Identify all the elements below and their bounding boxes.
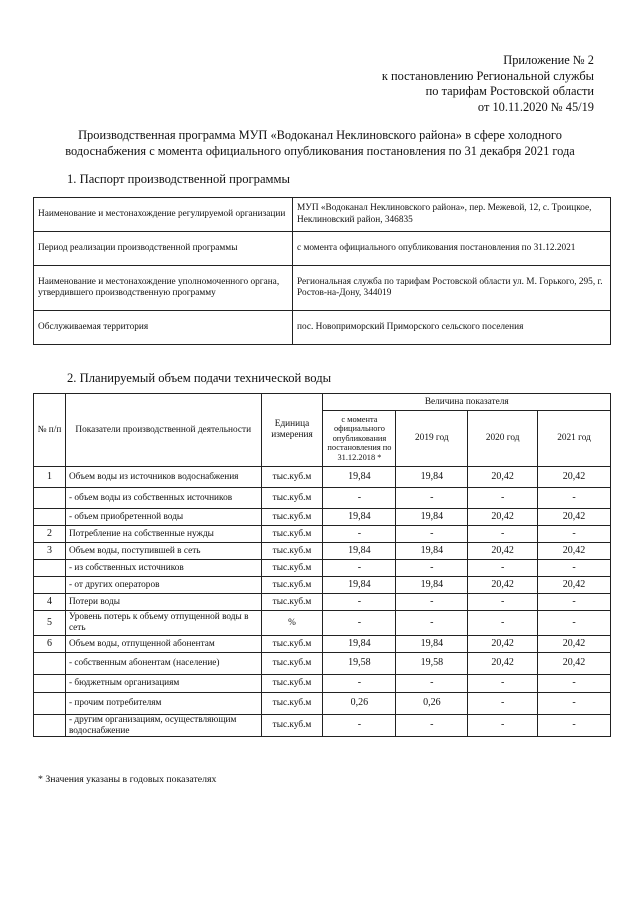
row-number: 6: [34, 636, 66, 653]
row-number: 5: [34, 611, 66, 636]
row-value-2021: 20,42: [538, 577, 611, 594]
row-unit: тыс.куб.м: [261, 560, 323, 577]
row-value-2021: -: [538, 560, 611, 577]
row-value-2019: -: [396, 675, 468, 693]
plan-body: [34, 467, 611, 737]
passport-value: с момента официального опубликования постановления по 31.12.2021: [293, 232, 611, 266]
document-title: [30, 128, 610, 159]
row-value-2020: 20,42: [468, 509, 538, 526]
header-col-initial-period: с момента официального опубликования постановления по 31.12.2018 *: [323, 411, 396, 467]
table-row: [34, 611, 611, 636]
passport-row: [34, 311, 611, 345]
row-indicator: - другим организациям, осуществляющим водоснабжение: [65, 715, 261, 737]
row-number: [34, 693, 66, 715]
row-value-initial-period: -: [323, 594, 396, 611]
row-number: [34, 560, 66, 577]
table-row: [34, 509, 611, 526]
row-value-2019: -: [396, 560, 468, 577]
appendix-reference: [294, 53, 594, 115]
row-value-initial-period: -: [323, 675, 396, 693]
row-value-2020: -: [468, 526, 538, 543]
row-unit: тыс.куб.м: [261, 577, 323, 594]
row-unit: тыс.куб.м: [261, 526, 323, 543]
row-value-2020: -: [468, 560, 538, 577]
table-row: [34, 594, 611, 611]
passport-label: Наименование и местонахождение регулируемой организации: [34, 198, 293, 232]
row-value-2021: 20,42: [538, 467, 611, 488]
table-row: [34, 715, 611, 737]
header-indicator: Показатели производственной деятельности: [65, 394, 261, 467]
row-unit: тыс.куб.м: [261, 594, 323, 611]
row-unit: тыс.куб.м: [261, 715, 323, 737]
row-value-2021: -: [538, 526, 611, 543]
passport-row: [34, 266, 611, 311]
row-indicator: Объем воды, отпущенной абонентам: [65, 636, 261, 653]
row-number: [34, 577, 66, 594]
row-value-2020: -: [468, 693, 538, 715]
row-indicator: Потребление на собственные нужды: [65, 526, 261, 543]
table-row: [34, 526, 611, 543]
table-row: [34, 560, 611, 577]
row-value-2019: 19,84: [396, 636, 468, 653]
row-unit: тыс.куб.м: [261, 653, 323, 675]
table-row: [34, 488, 611, 509]
row-value-2019: 19,84: [396, 543, 468, 560]
row-value-2021: 20,42: [538, 653, 611, 675]
row-value-initial-period: 19,84: [323, 543, 396, 560]
document-title-line-1: Производственная программа МУП «Водоканал Неклиновского района» в сфере холодного: [78, 128, 562, 142]
header-col-2020: 2020 год: [468, 411, 538, 467]
row-unit: %: [261, 611, 323, 636]
table-row: [34, 636, 611, 653]
row-value-initial-period: 0,26: [323, 693, 396, 715]
row-value-2021: 20,42: [538, 509, 611, 526]
header-value-group: Величина показателя: [323, 394, 611, 411]
row-value-2019: -: [396, 594, 468, 611]
row-indicator: - объем приобретенной воды: [65, 509, 261, 526]
row-indicator: - из собственных источников: [65, 560, 261, 577]
passport-row: [34, 198, 611, 232]
header-unit: Единица измерения: [261, 394, 323, 467]
row-value-2021: -: [538, 675, 611, 693]
row-value-2020: 20,42: [468, 636, 538, 653]
row-number: [34, 715, 66, 737]
footnote: * Значения указаны в годовых показателях: [38, 774, 217, 785]
appendix-date-line: от 10.11.2020 № 45/19: [477, 99, 594, 114]
row-value-initial-period: -: [323, 715, 396, 737]
passport-label: Обслуживаемая территория: [34, 311, 293, 345]
row-value-initial-period: -: [323, 488, 396, 509]
row-indicator: Объем воды из источников водоснабжения: [65, 467, 261, 488]
row-value-initial-period: 19,84: [323, 577, 396, 594]
header-num: № п/п: [34, 394, 66, 467]
row-unit: тыс.куб.м: [261, 636, 323, 653]
row-value-2020: 20,42: [468, 653, 538, 675]
row-indicator: Уровень потерь к объему отпущенной воды в сеть: [65, 611, 261, 636]
row-value-2019: 19,58: [396, 653, 468, 675]
row-value-2020: 20,42: [468, 467, 538, 488]
passport-row: [34, 232, 611, 266]
row-unit: тыс.куб.м: [261, 488, 323, 509]
row-value-initial-period: -: [323, 526, 396, 543]
table-row: [34, 653, 611, 675]
section-2-heading: 2. Планируемый объем подачи технической воды: [67, 371, 332, 385]
row-number: 4: [34, 594, 66, 611]
row-value-2019: 0,26: [396, 693, 468, 715]
passport-value: МУП «Водоканал Неклиновского района», пер. Межевой, 12, с. Троицкое, Неклиновский район, 346835: [293, 198, 611, 232]
row-unit: тыс.куб.м: [261, 467, 323, 488]
passport-label: Период реализации производственной программы: [34, 232, 293, 266]
row-value-initial-period: -: [323, 611, 396, 636]
row-value-2021: -: [538, 488, 611, 509]
row-value-2019: -: [396, 526, 468, 543]
table-row: [34, 543, 611, 560]
row-value-2021: -: [538, 693, 611, 715]
row-value-2020: -: [468, 611, 538, 636]
header-col-2021: 2021 год: [538, 411, 611, 467]
row-number: [34, 488, 66, 509]
table-row: [34, 693, 611, 715]
row-value-2021: -: [538, 594, 611, 611]
row-value-2021: 20,42: [538, 543, 611, 560]
row-indicator: - объем воды из собственных источников: [65, 488, 261, 509]
row-value-initial-period: 19,84: [323, 509, 396, 526]
row-indicator: - собственным абонентам (население): [65, 653, 261, 675]
row-number: [34, 675, 66, 693]
row-number: 2: [34, 526, 66, 543]
row-indicator: - бюджетным организациям: [65, 675, 261, 693]
document-title-line-2: водоснабжения с момента официального опубликования постановления по 31 декабря 2021 года: [65, 143, 575, 158]
row-value-2020: -: [468, 594, 538, 611]
row-value-2019: -: [396, 488, 468, 509]
table-row: [34, 675, 611, 693]
row-indicator: Объем воды, поступившей в сеть: [65, 543, 261, 560]
plan-header-row: [34, 394, 611, 411]
row-unit: тыс.куб.м: [261, 509, 323, 526]
row-number: 1: [34, 467, 66, 488]
row-value-2020: -: [468, 675, 538, 693]
row-value-2021: 20,42: [538, 636, 611, 653]
passport-label: Наименование и местонахождение уполномоченного органа, утвердившего производственную программу: [34, 266, 293, 311]
plan-table: [33, 393, 611, 737]
row-value-initial-period: -: [323, 560, 396, 577]
appendix-number: Приложение № 2: [503, 53, 594, 67]
passport-table: [33, 197, 611, 345]
row-indicator: - от других операторов: [65, 577, 261, 594]
row-indicator: - прочим потребителям: [65, 693, 261, 715]
row-unit: тыс.куб.м: [261, 675, 323, 693]
row-number: [34, 509, 66, 526]
row-unit: тыс.куб.м: [261, 543, 323, 560]
row-value-2021: -: [538, 715, 611, 737]
row-value-2019: -: [396, 611, 468, 636]
row-value-2020: -: [468, 488, 538, 509]
section-1-heading: 1. Паспорт производственной программы: [67, 172, 290, 186]
row-unit: тыс.куб.м: [261, 693, 323, 715]
row-value-2021: -: [538, 611, 611, 636]
row-number: [34, 653, 66, 675]
table-row: [34, 467, 611, 488]
table-row: [34, 577, 611, 594]
row-value-2019: 19,84: [396, 577, 468, 594]
row-value-initial-period: 19,58: [323, 653, 396, 675]
passport-value: Региональная служба по тарифам Ростовской области ул. М. Горького, 295, г. Ростов-на-Дону, 344019: [293, 266, 611, 311]
row-value-2020: -: [468, 715, 538, 737]
row-value-2020: 20,42: [468, 543, 538, 560]
appendix-authority-line: по тарифам Ростовской области: [425, 84, 594, 99]
row-value-2019: -: [396, 715, 468, 737]
header-col-2019: 2019 год: [396, 411, 468, 467]
row-number: 3: [34, 543, 66, 560]
row-value-2019: 19,84: [396, 509, 468, 526]
row-value-2020: 20,42: [468, 577, 538, 594]
row-value-initial-period: 19,84: [323, 467, 396, 488]
passport-value: пос. Новоприморский Приморского сельского поселения: [293, 311, 611, 345]
row-indicator: Потери воды: [65, 594, 261, 611]
row-value-2019: 19,84: [396, 467, 468, 488]
appendix-resolution-line: к постановлению Региональной службы: [381, 68, 594, 83]
row-value-initial-period: 19,84: [323, 636, 396, 653]
